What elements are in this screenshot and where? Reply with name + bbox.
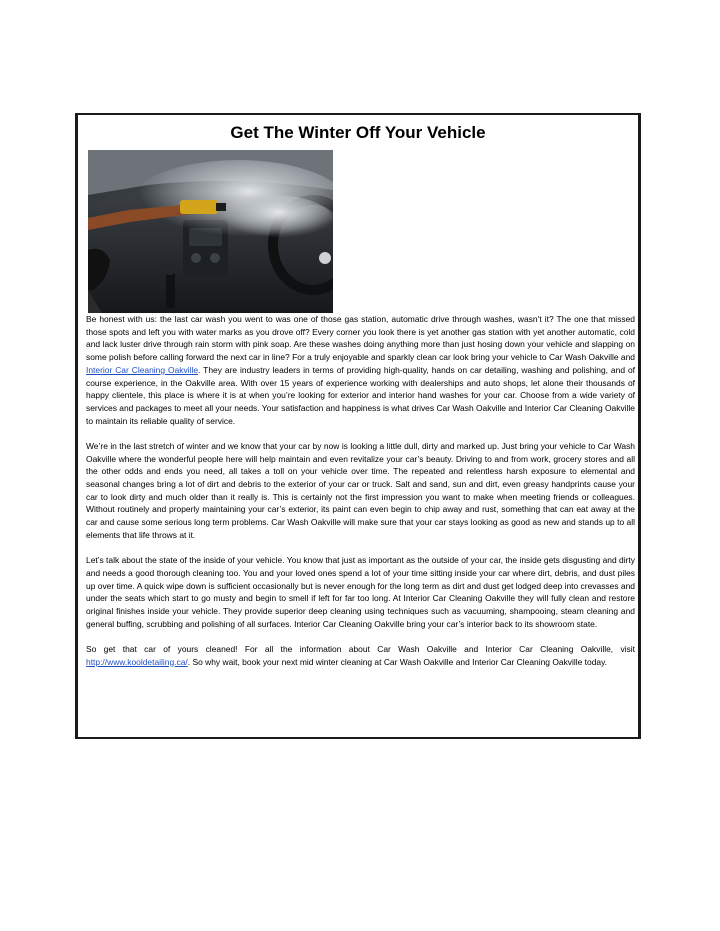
paragraph-4-text-end: . So why wait, book your next mid winter cleaning at Car Wash Oakville and Interior Car Cleaning Oakville today. xyxy=(187,656,608,667)
paragraph-4 xyxy=(86,643,635,668)
document-title: Get The Winter Off Your Vehicle xyxy=(230,123,486,142)
paragraph-2: We’re in the last stretch of winter and we know that your car by now is looking a little dull, dirty and marked up. Just bring your vehicle to Car Wash Oakville where the wonderful people here will help maintain and even revitalize your car’s beauty. Driving to and from work, grocery stores and all the other odds and ends you need, all takes a toll on your vehicle over time. The repeated and relentless harsh exposure to elemental and seasonal changes bring a lot of dirt and debris to the exterior of your car or truck. Salt and sand, sun and dirt, even greasy handprints cause your car to look dirty and much older than it really is. This is certainly not the first impression you want to make when meeting friends or colleagues. Without routinely and properly maintaining your car’s exterior, its paint can even begin to chip away and rust, something that can eat away at the car and cause some serious long term problems. Car Wash Oakville will make sure that your car stays looking as good as new and stands up to all elements that life throws at it. xyxy=(86,440,635,540)
interior-car-cleaning-link[interactable]: Interior Car Cleaning Oakville xyxy=(86,364,199,375)
document-frame xyxy=(75,113,641,739)
article-body xyxy=(86,313,635,681)
paragraph-4-text: So get that car of yours cleaned! For all the information about Car Wash Oakville and Interior Car Cleaning Oakville, visit xyxy=(86,643,635,654)
car-interior-steam-photo xyxy=(88,150,333,313)
paragraph-1-text: Be honest with us: the last car wash you went to was one of those gas station, automatic drive through washes, wasn’t it? The one that missed those spots and left you with water marks as you drove off? Every corner you look there is yet another gas station with yet another automatic, cold and lack luster drive through rain storm with pink soap. Are these washes doing anything more than just hosing down your vehicle and slapping on some polish before calling forward the next car in line? For a truly enjoyable and sparkly clean car look bring your vehicle to Car Wash Oakville and xyxy=(86,314,635,363)
kooldetailing-link[interactable]: http://www.kooldetailing.ca/ xyxy=(86,656,188,667)
paragraph-1-text-end: . They are industry leaders in terms of providing high-quality, hands on car detailing, washing and polishing, and of course experience, in the Oakville area. With over 15 years of experience working with dealerships and auto shops, let alone their thousands of happy clientele, this place is where it is at when you’re looking for exterior and interior hand washes for your car. Choose from a wide variety of services and packages to meet all your needs. Your satisfaction and happiness is what drives Car Wash Oakville and Interior Car Cleaning Oakville to maintain its reliable quality of service. xyxy=(86,364,636,426)
paragraph-3: Let’s talk about the state of the inside of your vehicle. You know that just as important as the outside of your car, the inside gets disgusting and dirty and needs a good thorough cleaning too. You and your loved ones spend a lot of your time sitting inside your car where dirt, debris, and dust piles up over time. A quick wipe down is sufficient occasionally but is never enough for the long term as dirt and dust get lodged deep into crevasses and under the seats which start to go musty and begin to smell if left for far too long. At Interior Car Cleaning Oakville they will fully clean and restore original finishes inside your vehicle. They provide superior deep cleaning using techniques such as vacuuming, shampooing, steam cleaning and general buffing, scrubbing and polishing of all surfaces. Interior Car Cleaning Oakville bring your car’s interior back to its showroom state. xyxy=(86,555,635,629)
paragraph-1 xyxy=(86,313,635,427)
